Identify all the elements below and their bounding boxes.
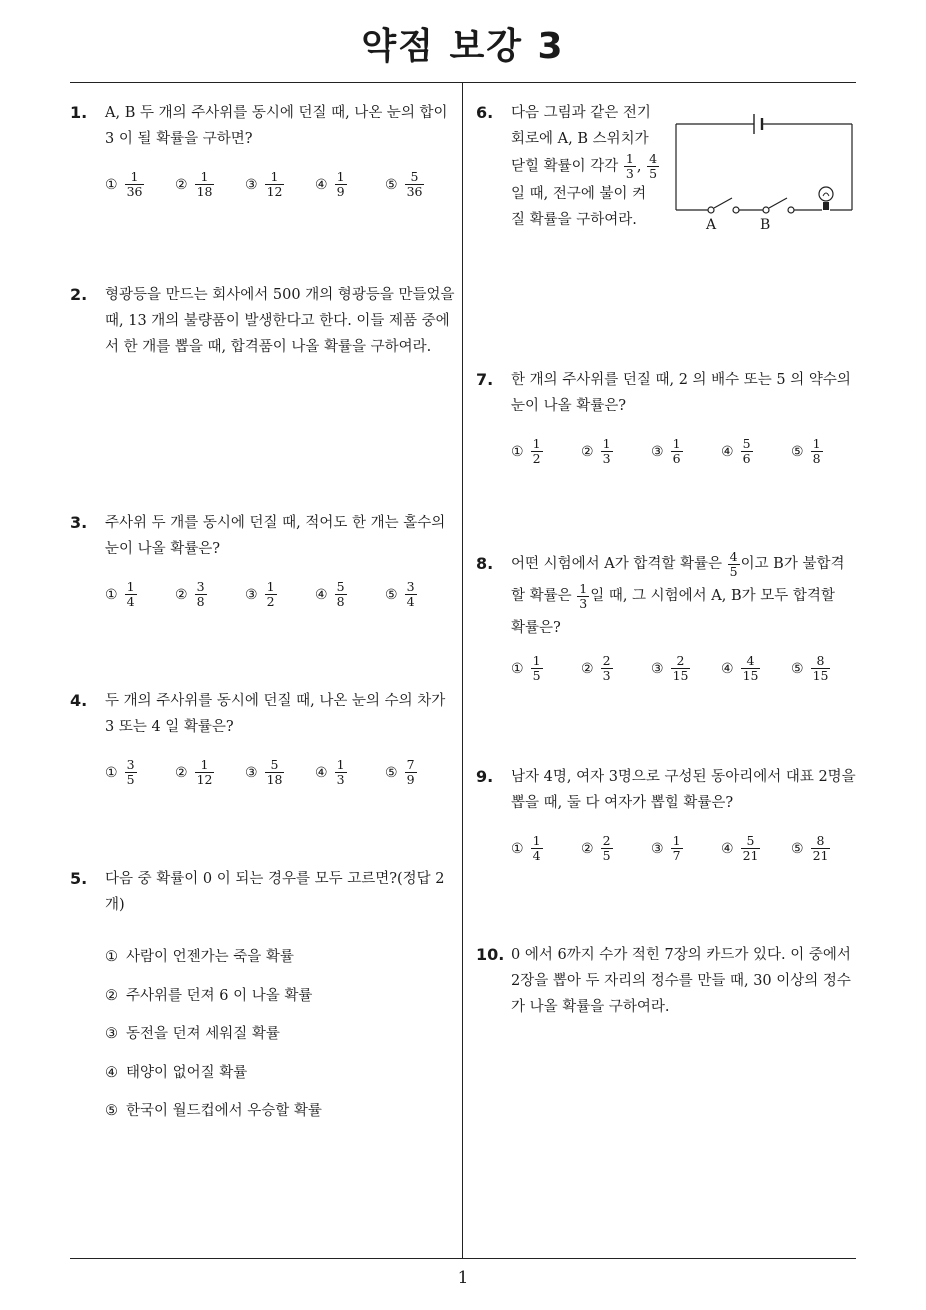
question-text: A, B 두 개의 주사위를 동시에 던질 때, 나온 눈의 합이 3 이 될 확률을 구하면? [105, 105, 448, 147]
choice-1[interactable]: ① 사람이 언젠가는 죽을 확률 [105, 949, 294, 965]
choice-3[interactable]: ③ $\frac{1}{6}$ [651, 436, 681, 466]
column-divider [462, 83, 463, 1259]
choice-2[interactable]: ② $\frac{2}{5}$ [581, 833, 611, 863]
choices [105, 580, 458, 609]
question-8 [476, 548, 861, 683]
question-1 [70, 100, 458, 199]
choice-2[interactable]: ② $\frac{1}{3}$ [581, 436, 611, 466]
choice-5[interactable]: ⑤ $\frac{1}{8}$ [791, 436, 821, 466]
choice-4[interactable]: ④ $\frac{5}{21}$ [721, 833, 759, 863]
choices [511, 654, 861, 683]
question-number: 10. [476, 945, 505, 964]
question-5 [70, 866, 458, 1137]
question-text: 남자 4명, 여자 3명으로 구성된 동아리에서 대표 2명을 뽑을 때, 둘 다 여자가 뽑힐 확률은? [511, 769, 856, 811]
choice-1[interactable]: ① $\frac{3}{5}$ [105, 757, 135, 787]
choices [511, 437, 861, 466]
light-bulb-icon [819, 187, 833, 210]
question-text: 형광등을 만드는 회사에서 500 개의 형광등을 만들었을 때, 13 개의 불량품이 발생한다고 한다. 이들 제품 중에서 한 개를 뽑을 때, 합격품이 나올 확률을 구하여라. [105, 287, 455, 355]
switch-a-label: A [706, 217, 717, 233]
circuit-diagram [672, 112, 856, 236]
choice-4[interactable]: ④ $\frac{1}{3}$ [315, 757, 345, 787]
question-9 [476, 764, 861, 863]
question-text: 한 개의 주사위를 던질 때, 2 의 배수 또는 5 의 약수의 눈이 나올 확률은? [511, 372, 851, 414]
choice-5[interactable]: ⑤ $\frac{3}{4}$ [385, 579, 415, 609]
choice-4[interactable]: ④ $\frac{1}{9}$ [315, 169, 345, 199]
question-text: 두 개의 주사위를 동시에 던질 때, 나온 눈의 수의 차가 3 또는 4 일 확률은? [105, 693, 446, 735]
question-number: 4. [70, 691, 88, 710]
choice-3[interactable]: ③ 동전을 던져 세워질 확률 [105, 1026, 280, 1042]
choice-4[interactable]: ④ $\frac{5}{6}$ [721, 436, 751, 466]
question-text: 다음 그림과 같은 전기 회로에 A, B 스위치가 닫힐 확률이 각각 $\frac{1}{3}$ , $\frac{4}{5}$ 일 때, 전구에 불이 켜 질 확률을 구하여라. [511, 105, 658, 228]
choice-5[interactable]: ⑤ $\frac{7}{9}$ [385, 757, 415, 787]
question-number: 3. [70, 513, 88, 532]
question-3 [70, 510, 458, 609]
question-4 [70, 688, 458, 787]
choice-4[interactable]: ④ $\frac{5}{8}$ [315, 579, 345, 609]
header-rule [70, 82, 856, 83]
choice-5[interactable]: ⑤ 한국이 월드컵에서 우승할 확률 [105, 1103, 322, 1119]
choice-4[interactable]: ④ 태양이 없어질 확률 [105, 1064, 248, 1081]
choices [105, 170, 458, 199]
question-number: 6. [476, 103, 494, 122]
choice-1[interactable]: ① $\frac{1}{4}$ [511, 833, 541, 863]
question-text: 0 에서 6까지 수가 적힌 7장의 카드가 있다. 이 중에서 2장을 뽑아 두 자리의 정수를 만들 때, 30 이상의 정수가 나올 확률을 구하여라. [511, 947, 851, 1015]
choice-2[interactable]: ② 주사위를 던져 6 이 나올 확률 [105, 987, 313, 1004]
choice-1[interactable]: ① $\frac{1}{2}$ [511, 436, 541, 466]
choice-3[interactable]: ③ $\frac{2}{15}$ [651, 653, 689, 683]
question-10 [476, 942, 861, 1020]
choice-2[interactable]: ② $\frac{2}{3}$ [581, 653, 611, 683]
footer-rule [70, 1258, 856, 1259]
question-number: 5. [70, 869, 88, 888]
question-7 [476, 367, 861, 466]
question-number: 9. [476, 767, 494, 786]
choice-3[interactable]: ③ $\frac{1}{7}$ [651, 833, 681, 863]
question-6 [476, 100, 676, 233]
question-number: 2. [70, 285, 88, 304]
choices [105, 758, 458, 787]
choice-1[interactable]: ① $\frac{1}{4}$ [105, 579, 135, 609]
choice-3[interactable]: ③ $\frac{1}{2}$ [245, 579, 275, 609]
choice-3[interactable]: ③ $\frac{1}{12}$ [245, 169, 283, 199]
choice-list [105, 944, 458, 1137]
question-text: 다음 중 확률이 0 이 되는 경우를 모두 고르면?(정답 2개) [105, 871, 445, 913]
question-text: 어떤 시험에서 A가 합격할 확률은 $\frac{4}{5}$ 이고 B가 불합격 할 확률은 $\frac{1}{3}$ 일 때, 그 시험에서 A, B가 모두 합격할 확률은? [511, 548, 845, 636]
choice-5[interactable]: ⑤ $\frac{8}{21}$ [791, 833, 829, 863]
choice-1[interactable]: ① $\frac{1}{36}$ [105, 169, 143, 199]
question-text: 주사위 두 개를 동시에 던질 때, 적어도 한 개는 홀수의 눈이 나올 확률은? [105, 515, 446, 557]
choice-5[interactable]: ⑤ $\frac{8}{15}$ [791, 653, 829, 683]
choice-3[interactable]: ③ $\frac{5}{18}$ [245, 757, 283, 787]
choice-2[interactable]: ② $\frac{1}{18}$ [175, 169, 213, 199]
choice-5[interactable]: ⑤ $\frac{5}{36}$ [385, 169, 423, 199]
page-number: 1 [457, 1268, 469, 1288]
choice-2[interactable]: ② $\frac{3}{8}$ [175, 579, 205, 609]
question-2 [70, 282, 458, 360]
page-title: 약점 보강 3 [361, 26, 565, 67]
question-number: 8. [476, 554, 494, 573]
choices [511, 834, 861, 863]
switch-b-label: B [760, 217, 771, 233]
choice-2[interactable]: ② $\frac{1}{12}$ [175, 757, 213, 787]
question-number: 1. [70, 103, 88, 122]
choice-4[interactable]: ④ $\frac{4}{15}$ [721, 653, 759, 683]
choice-1[interactable]: ① $\frac{1}{5}$ [511, 653, 541, 683]
question-number: 7. [476, 370, 494, 389]
